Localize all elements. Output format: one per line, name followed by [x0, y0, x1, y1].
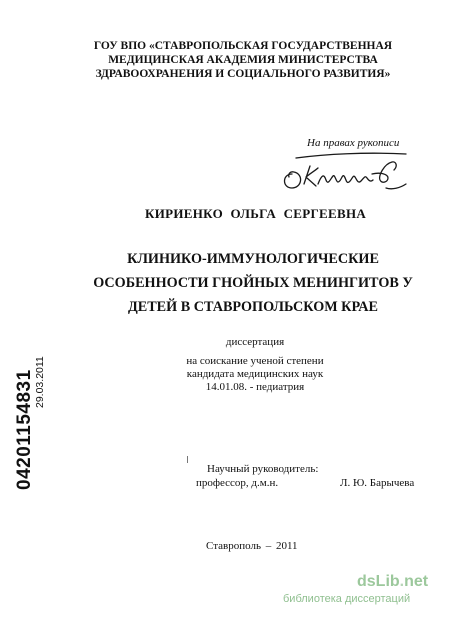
institution-header [88, 39, 398, 81]
title-line: ДЕТЕЙ В СТАВРОПОЛЬСКОМ КРАЕ [127, 299, 379, 315]
watermark-brand-main: dsLib [357, 573, 400, 590]
degree-line: кандидата медицинских наук [186, 368, 324, 380]
place-year: Ставрополь – 2011 [206, 540, 298, 552]
dissertation-title [88, 247, 418, 319]
watermark-subtitle: библиотека диссертаций [283, 593, 411, 605]
title-line: ОСОБЕННОСТИ ГНОЙНЫХ МЕНИНГИТОВ У [93, 275, 413, 291]
document-type: диссертация [225, 336, 285, 348]
title-line: КЛИНИКО-ИММУНОЛОГИЧЕСКИЕ [127, 251, 379, 267]
stamp-date: 29.03.2011 [34, 356, 46, 408]
degree-line: 14.01.08. - педиатрия [205, 381, 305, 393]
degree-line: на соискание ученой степени [186, 355, 324, 367]
supervisor-label: Научный руководитель: [207, 463, 319, 475]
watermark-brand-dot: . [399, 573, 405, 590]
watermark-brand-tld: net [404, 573, 429, 590]
library-stamp [14, 290, 48, 490]
institution-line: ЗДРАВООХРАНЕНИЯ И СОЦИАЛЬНОГО РАЗВИТИЯ» [95, 68, 391, 80]
author-name: КИРИЕНКО ОЛЬГА СЕРГЕЕВНА [145, 206, 367, 221]
handwritten-signature [276, 144, 416, 196]
watermark-logo [357, 573, 428, 591]
institution-line: ГОУ ВПО «СТАВРОПОЛЬСКАЯ ГОСУДАРСТВЕННАЯ [93, 40, 393, 52]
supervisor-name: Л. Ю. Барычева [340, 477, 415, 489]
manuscript-rights-note: На правах рукописи [307, 137, 400, 149]
supervisor-title: профессор, д.м.н. [196, 477, 279, 489]
degree-info [140, 355, 370, 394]
institution-line: МЕДИЦИНСКАЯ АКАДЕМИЯ МИНИСТЕРСТВА [108, 54, 378, 66]
stamp-number: 04201154831 [14, 369, 35, 490]
scan-mark [187, 456, 188, 463]
